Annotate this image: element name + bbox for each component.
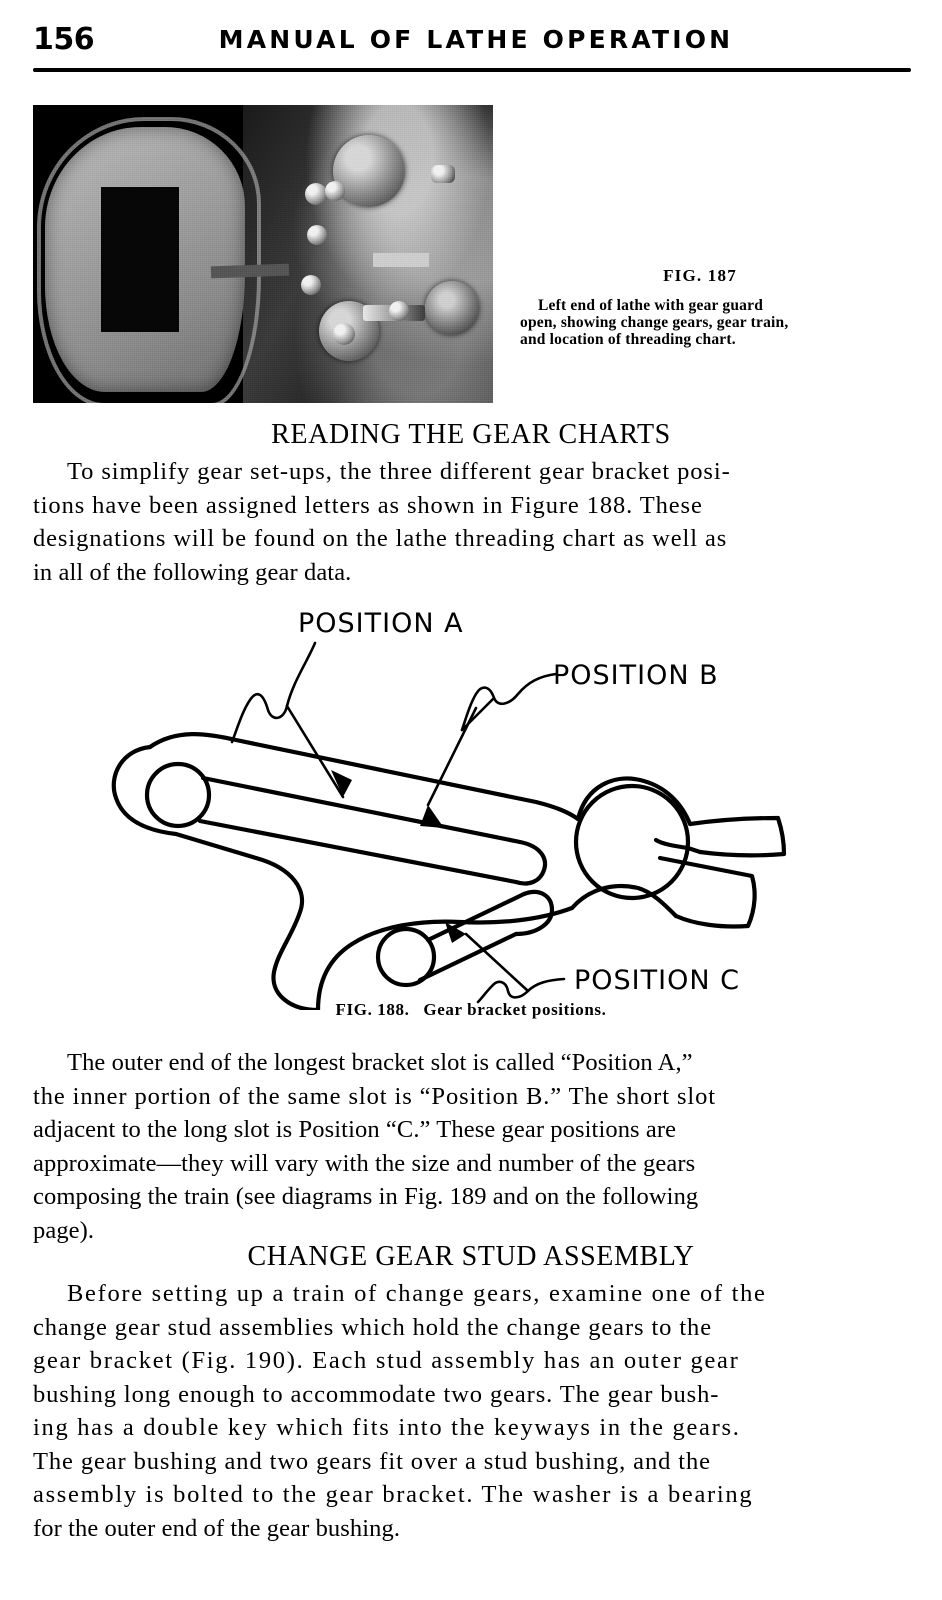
bracket-pivot-bore (576, 786, 688, 898)
bracket-outline-left (114, 747, 318, 1010)
paragraph-reading-the-gear-charts (33, 455, 909, 589)
bracket-arm-inner-upper (656, 840, 688, 848)
bracket-outline-top (150, 734, 578, 819)
heading-reading-the-gear-charts: READING THE GEAR CHARTS (271, 419, 671, 450)
paragraph-change-gear-stud-assembly (33, 1277, 909, 1545)
body-line: ing has a double key which fits into the keyways in the gears. (33, 1414, 741, 1441)
body-line: designations will be found on the lathe threading chart as well as (33, 525, 728, 552)
label-position-b: POSITION B (553, 660, 719, 691)
body-line: bushing long enough to accommodate two gears. The gear bush- (33, 1380, 720, 1408)
figure-188-number: FIG. 188. (335, 1000, 410, 1019)
leader-line-position-b (428, 708, 476, 805)
label-position-c: POSITION C (574, 965, 740, 996)
bracket-upper-arm (690, 818, 784, 855)
body-line: composing the train (see diagrams in Fig. 189 and on the following (33, 1183, 699, 1210)
page-header (0, 22, 942, 62)
body-line: The gear bushing and two gears fit over a stud bushing, and the (33, 1447, 711, 1475)
label-position-a: POSITION A (298, 608, 464, 639)
body-line: assembly is bolted to the gear bracket. The washer is a bearing (33, 1481, 754, 1508)
page-number: 156 (33, 22, 95, 57)
photo-halftone-grain (33, 105, 493, 403)
body-line: tions have been assigned letters as shown in Figure 188. These (33, 491, 703, 519)
long-slot-keyhole (147, 764, 209, 826)
body-line: adjacent to the long slot is Position “C.” These gear positions are (33, 1116, 677, 1143)
paragraph-gear-positions (33, 1046, 909, 1247)
leader-arrowheads (331, 770, 466, 943)
figure-187-photograph (33, 105, 493, 403)
body-line: in all of the following gear data. (33, 558, 352, 586)
figure-187-caption-line: Left end of lathe with gear guard (538, 297, 764, 314)
figure-188-caption (0, 1000, 942, 1020)
body-line: for the outer end of the gear bushing. (33, 1514, 401, 1542)
figure-187-caption-line: and location of threading chart. (520, 331, 736, 348)
heading-change-gear-stud-assembly: CHANGE GEAR STUD ASSEMBLY (247, 1241, 695, 1272)
figure-187-caption (520, 266, 880, 348)
body-line: The outer end of the longest bracket slot is called “Position A,” (67, 1049, 693, 1076)
body-line: Before setting up a train of change gears, examine one of the (67, 1280, 767, 1307)
gear-bracket-diagram (0, 590, 942, 1010)
short-slot-upper-edge (428, 894, 524, 940)
body-line: gear bracket (Fig. 190). Each stud assembly has an outer gear (33, 1347, 740, 1374)
short-slot-right-end (516, 892, 552, 934)
leader-line-position-b-squiggle (462, 674, 556, 730)
figure-187-caption-line: open, showing change gears, gear train, (520, 314, 789, 331)
long-slot-right-end (516, 842, 545, 884)
leader-line-position-c-squiggle (478, 979, 564, 1002)
body-line: change gear stud assemblies which hold the change gears to the (33, 1313, 712, 1341)
body-line: page). (33, 1216, 95, 1244)
body-line: approximate—they will vary with the size and number of the gears (33, 1149, 696, 1177)
figure-188-drawing (0, 590, 942, 1010)
body-line: To simplify gear set-ups, the three different gear bracket posi- (67, 458, 731, 485)
figure-188-caption-text: Gear bracket positions. (423, 1000, 607, 1019)
figure-187-number: FIG. 187 (663, 266, 737, 285)
bracket-outline-bottom (318, 908, 572, 1010)
leader-line-position-a-squiggle (232, 643, 315, 742)
body-line: the inner portion of the same slot is “Position B.” The short slot (33, 1082, 716, 1110)
running-title: MANUAL OF LATHE OPERATION (218, 25, 734, 54)
header-rule (33, 68, 911, 72)
arrowhead-position-b (420, 805, 444, 828)
